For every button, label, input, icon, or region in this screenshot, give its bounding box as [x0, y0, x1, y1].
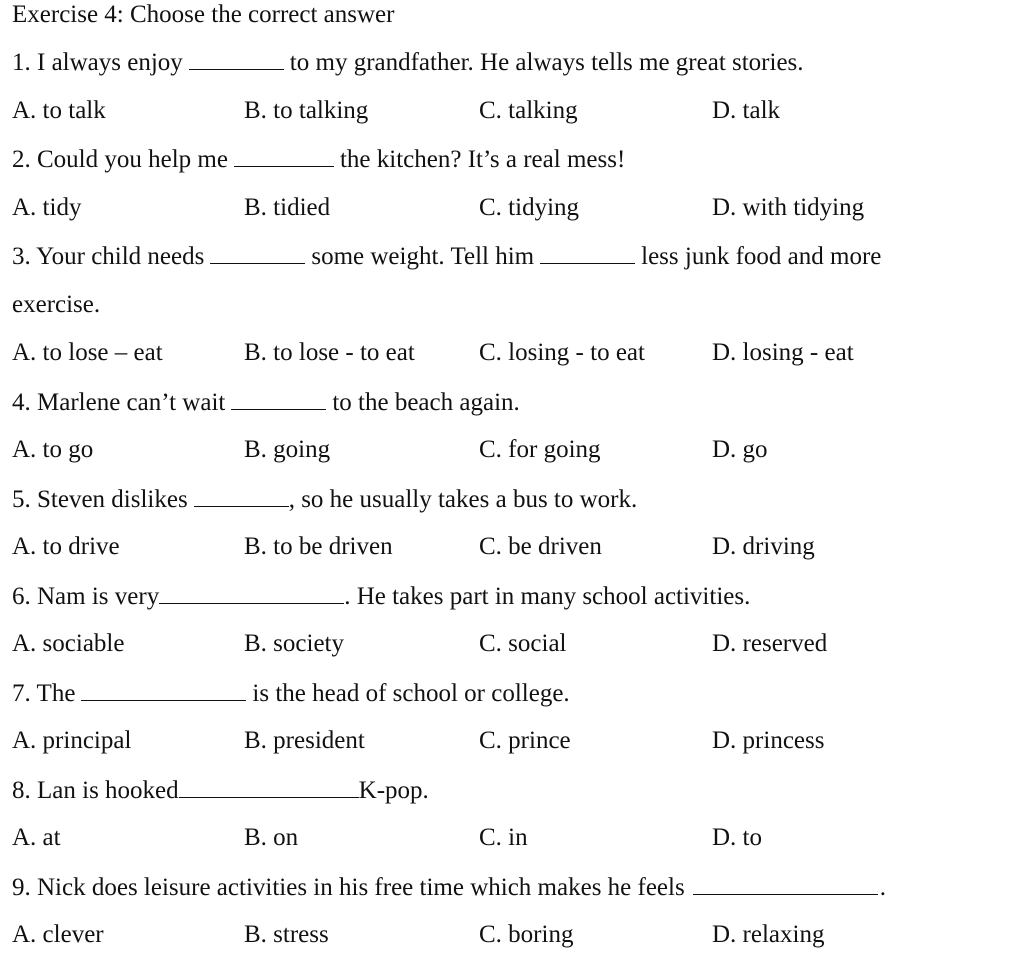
option-b[interactable]: B. president — [244, 727, 365, 754]
exercise-document — [12, 0, 1012, 969]
question-4-text-end: to the beach again. — [332, 388, 520, 416]
option-a[interactable]: A. clever — [12, 921, 104, 948]
answer-blank[interactable] — [234, 144, 334, 167]
option-c[interactable]: C. losing - to eat — [479, 339, 645, 366]
option-d[interactable]: D. with tidying — [712, 193, 865, 221]
answer-blank[interactable] — [540, 241, 635, 264]
option-c[interactable]: C. in — [479, 824, 528, 851]
option-b[interactable]: B. society — [244, 630, 344, 657]
question-2-options — [12, 193, 1012, 242]
option-d[interactable]: D. losing - eat — [712, 339, 854, 366]
option-b[interactable]: B. to be driven — [244, 533, 393, 560]
question-9 — [12, 872, 1012, 921]
question-3-continuation: exercise. — [12, 290, 101, 318]
question-3 — [12, 241, 1012, 290]
question-9-text-start: 9. Nick does leisure activities in his free time which makes he feels — [12, 873, 685, 901]
question-4-text-start: 4. Marlene can’t wait — [12, 388, 226, 416]
option-a[interactable]: A. to talk — [12, 96, 106, 124]
question-6-options — [12, 629, 1012, 678]
option-d[interactable]: D. reserved — [712, 630, 828, 657]
option-d[interactable]: D. to — [712, 824, 762, 851]
answer-blank[interactable] — [179, 775, 359, 798]
option-b[interactable]: B. on — [244, 824, 299, 851]
option-d[interactable]: D. princess — [712, 727, 825, 754]
question-3-options — [12, 338, 1012, 387]
option-d[interactable]: D. go — [712, 436, 768, 463]
question-7-text-start: 7. The — [12, 679, 76, 707]
option-d[interactable]: D. relaxing — [712, 921, 825, 948]
option-a[interactable]: A. sociable — [12, 630, 125, 657]
question-2 — [12, 144, 1012, 193]
question-6 — [12, 581, 1012, 630]
question-4-options — [12, 435, 1012, 484]
question-1 — [12, 47, 1012, 96]
option-a[interactable]: A. principal — [12, 727, 132, 754]
option-d[interactable]: D. talk — [712, 96, 781, 124]
question-8-options — [12, 823, 1012, 872]
option-c[interactable]: C. talking — [479, 96, 578, 124]
option-b[interactable]: B. to lose - to eat — [244, 339, 415, 366]
option-a[interactable]: A. tidy — [12, 193, 82, 221]
question-2-text-start: 2. Could you help me — [12, 146, 228, 173]
question-9-text-end: . — [879, 873, 886, 901]
option-b[interactable]: B. going — [244, 436, 331, 463]
question-8-text-end: K-pop. — [358, 776, 429, 804]
question-2-text-end: the kitchen? It’s a real mess! — [339, 146, 626, 173]
question-1-options — [12, 96, 1012, 145]
question-9-options — [12, 920, 1012, 969]
answer-blank[interactable] — [231, 387, 326, 410]
question-4 — [12, 387, 1012, 436]
option-c[interactable]: C. social — [479, 630, 567, 657]
question-7-text-end: is the head of school or college. — [252, 679, 570, 707]
option-a[interactable]: A. at — [12, 824, 61, 851]
option-c[interactable]: C. boring — [479, 921, 574, 948]
option-a[interactable]: A. to go — [12, 436, 94, 463]
question-7 — [12, 678, 1012, 727]
option-c[interactable]: C. for going — [479, 436, 601, 463]
question-5 — [12, 484, 1012, 533]
question-1-text-end: to my grandfather. He always tells me great stories. — [289, 49, 804, 76]
answer-blank[interactable] — [210, 241, 305, 264]
option-c[interactable]: C. prince — [479, 727, 571, 754]
question-3-text-start: 3. Your child needs — [12, 243, 205, 270]
answer-blank[interactable] — [194, 484, 289, 507]
question-5-text-start: 5. Steven dislikes — [12, 485, 188, 513]
question-6-text-start: 6. Nam is very — [12, 582, 160, 610]
option-a[interactable]: A. to drive — [12, 533, 120, 560]
answer-blank[interactable] — [81, 678, 246, 701]
answer-blank[interactable] — [189, 47, 284, 70]
option-c[interactable]: C. tidying — [479, 193, 580, 221]
option-d[interactable]: D. driving — [712, 533, 815, 560]
question-7-options — [12, 726, 1012, 775]
question-5-options — [12, 532, 1012, 581]
option-b[interactable]: B. stress — [244, 921, 329, 948]
question-1-text-start: 1. I always enjoy — [12, 49, 183, 76]
question-8 — [12, 775, 1012, 824]
exercise-title: Exercise 4: Choose the correct answer — [12, 1, 395, 28]
option-a[interactable]: A. to lose – eat — [12, 339, 163, 366]
question-3-text-end: less junk food and more — [641, 243, 882, 270]
question-5-text-end: , so he usually takes a bus to work. — [288, 485, 638, 513]
question-8-text-start: 8. Lan is hooked — [12, 776, 179, 804]
option-c[interactable]: C. be driven — [479, 533, 602, 560]
question-3-text-middle: some weight. Tell him — [311, 243, 535, 270]
answer-blank[interactable] — [159, 581, 344, 604]
question-6-text-end: . He takes part in many school activities. — [344, 582, 751, 610]
answer-blank[interactable] — [693, 872, 878, 895]
option-b[interactable]: B. to talking — [244, 96, 369, 124]
option-b[interactable]: B. tidied — [244, 193, 331, 221]
